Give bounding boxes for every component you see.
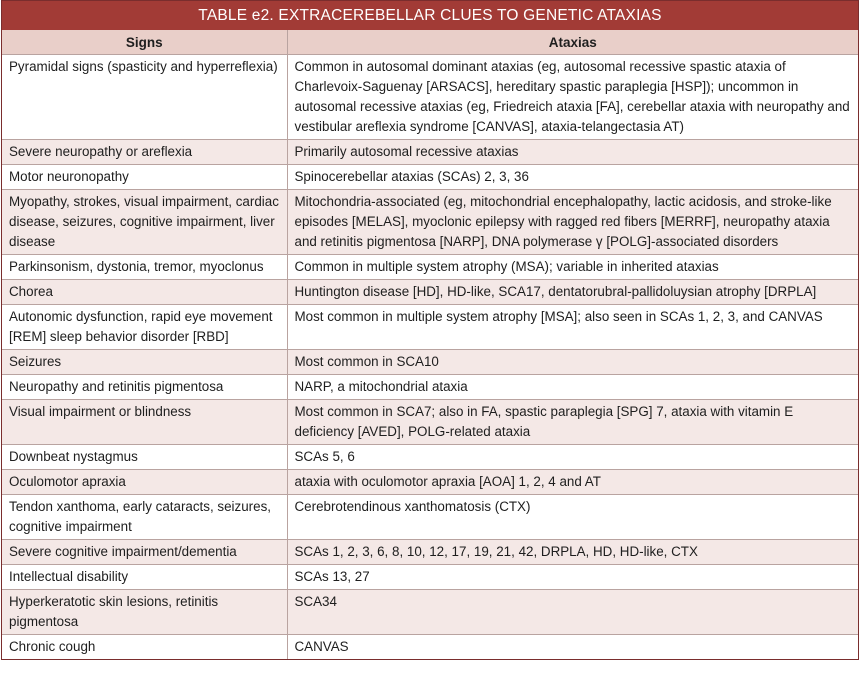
header-row xyxy=(2,30,858,55)
ataxia-table xyxy=(1,0,859,660)
sign-cell: Myopathy, strokes, visual impairment, cardiac disease, seizures, cognitive impairment, liver disease xyxy=(2,190,287,255)
column-header-ataxias: Ataxias xyxy=(287,30,858,55)
ataxia-cell: CANVAS xyxy=(287,635,858,660)
ataxia-cell: NARP, a mitochondrial ataxia xyxy=(287,375,858,400)
ataxia-cell: Mitochondria-associated (eg, mitochondrial encephalopathy, lactic acidosis, and stroke-like episodes [MELAS], myoclonic epilepsy with ragged red fibers [MERRF], neuropathy ataxia and retinitis pigmentosa [NARP], DNA polymerase γ [POLG]-associated disorders xyxy=(287,190,858,255)
sign-cell: Motor neuronopathy xyxy=(2,165,287,190)
table-title: TABLE e2. EXTRACEREBELLAR CLUES TO GENETIC ATAXIAS xyxy=(2,1,858,30)
table-row xyxy=(2,280,858,305)
sign-cell: Intellectual disability xyxy=(2,565,287,590)
sign-cell: Pyramidal signs (spasticity and hyperreflexia) xyxy=(2,55,287,140)
ataxia-cell: Spinocerebellar ataxias (SCAs) 2, 3, 36 xyxy=(287,165,858,190)
sign-cell: Visual impairment or blindness xyxy=(2,400,287,445)
table-row xyxy=(2,165,858,190)
ataxia-cell: Huntington disease [HD], HD-like, SCA17, dentatorubral-pallidoluysian atrophy [DRPLA] xyxy=(287,280,858,305)
table-row xyxy=(2,255,858,280)
sign-cell: Hyperkeratotic skin lesions, retinitis pigmentosa xyxy=(2,590,287,635)
column-header-signs: Signs xyxy=(2,30,287,55)
ataxia-cell: Most common in multiple system atrophy [MSA]; also seen in SCAs 1, 2, 3, and CANVAS xyxy=(287,305,858,350)
table-row xyxy=(2,350,858,375)
clues-table xyxy=(2,30,858,659)
ataxia-cell: Common in multiple system atrophy (MSA); variable in inherited ataxias xyxy=(287,255,858,280)
sign-cell: Seizures xyxy=(2,350,287,375)
sign-cell: Neuropathy and retinitis pigmentosa xyxy=(2,375,287,400)
table-row xyxy=(2,540,858,565)
table-row xyxy=(2,565,858,590)
table-row xyxy=(2,190,858,255)
ataxia-cell: SCAs 1, 2, 3, 6, 8, 10, 12, 17, 19, 21, 42, DRPLA, HD, HD-like, CTX xyxy=(287,540,858,565)
ataxia-cell: Most common in SCA10 xyxy=(287,350,858,375)
table-row xyxy=(2,400,858,445)
table-row xyxy=(2,445,858,470)
sign-cell: Oculomotor apraxia xyxy=(2,470,287,495)
ataxia-cell: Primarily autosomal recessive ataxias xyxy=(287,140,858,165)
table-row xyxy=(2,495,858,540)
table-row xyxy=(2,55,858,140)
ataxia-cell: SCA34 xyxy=(287,590,858,635)
table-row xyxy=(2,635,858,660)
ataxia-cell: Cerebrotendinous xanthomatosis (CTX) xyxy=(287,495,858,540)
ataxia-cell: SCAs 13, 27 xyxy=(287,565,858,590)
table-row xyxy=(2,590,858,635)
table-row xyxy=(2,305,858,350)
sign-cell: Downbeat nystagmus xyxy=(2,445,287,470)
sign-cell: Chronic cough xyxy=(2,635,287,660)
sign-cell: Autonomic dysfunction, rapid eye movement [REM] sleep behavior disorder [RBD] xyxy=(2,305,287,350)
sign-cell: Severe cognitive impairment/dementia xyxy=(2,540,287,565)
ataxia-cell: Common in autosomal dominant ataxias (eg, autosomal recessive spastic ataxia of Charlevoix-Saguenay [ARSACS], hereditary spastic paraplegia [HSP]); uncommon in autosomal recessive ataxias (eg, Friedreich ataxia [FA], cerebellar ataxia with neuropathy and vestibular areflexia syndrome [CANVAS], ataxia-telangectasia AT) xyxy=(287,55,858,140)
ataxia-cell: SCAs 5, 6 xyxy=(287,445,858,470)
ataxia-cell: Most common in SCA7; also in FA, spastic paraplegia [SPG] 7, ataxia with vitamin E deficiency [AVED], POLG-related ataxia xyxy=(287,400,858,445)
sign-cell: Chorea xyxy=(2,280,287,305)
ataxia-cell: ataxia with oculomotor apraxia [AOA] 1, 2, 4 and AT xyxy=(287,470,858,495)
table-row xyxy=(2,470,858,495)
table-row xyxy=(2,140,858,165)
sign-cell: Severe neuropathy or areflexia xyxy=(2,140,287,165)
sign-cell: Tendon xanthoma, early cataracts, seizures, cognitive impairment xyxy=(2,495,287,540)
sign-cell: Parkinsonism, dystonia, tremor, myoclonus xyxy=(2,255,287,280)
table-row xyxy=(2,375,858,400)
